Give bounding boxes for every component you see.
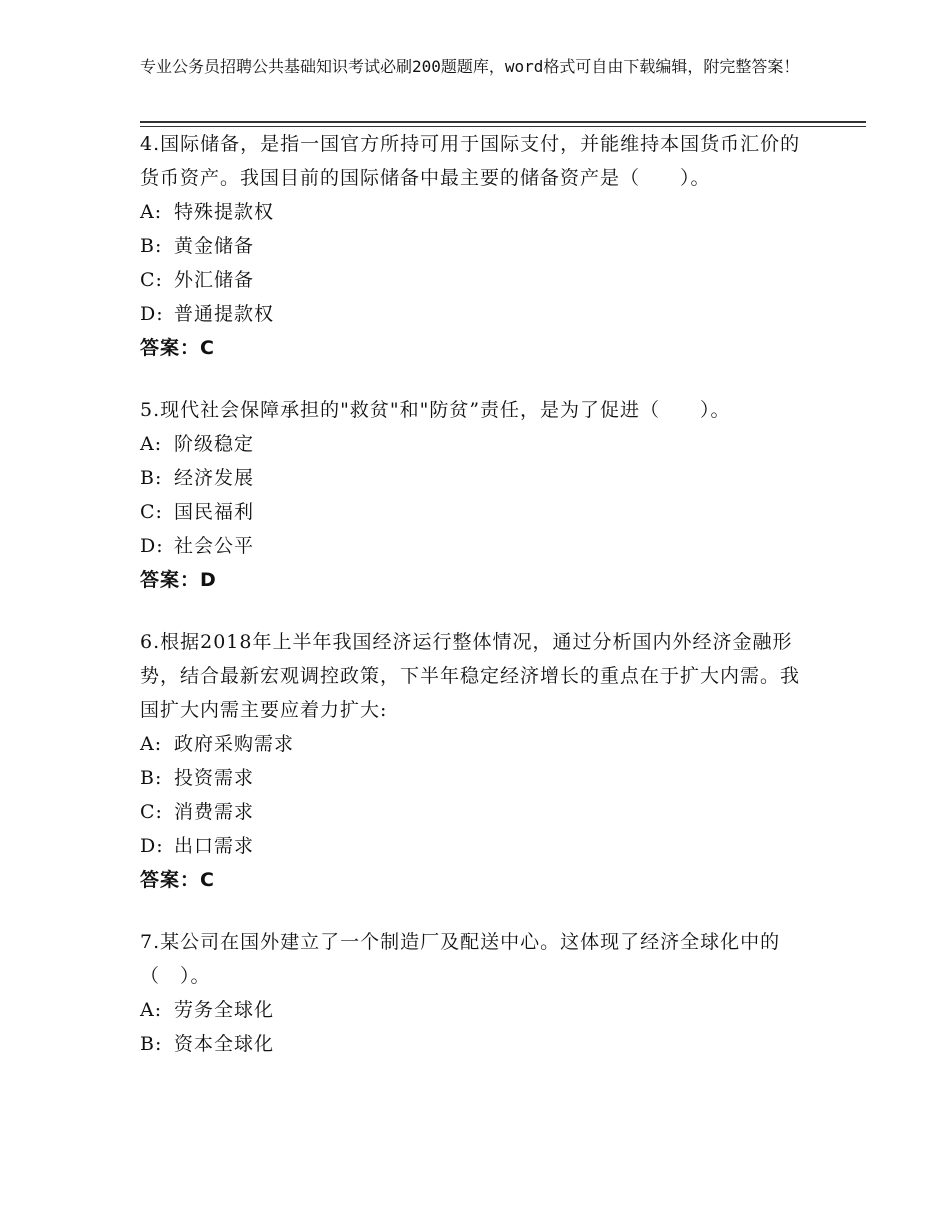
question-stem: 5.现代社会保障承担的"救贫"和"防贫”责任，是为了促进（ ）。 [140, 399, 731, 421]
option-text: 消费需求 [174, 801, 255, 823]
option-label: B: [140, 467, 163, 489]
option-label: A: [140, 999, 163, 1021]
option-b [140, 229, 840, 263]
option-d [140, 829, 840, 863]
option-text: 政府采购需求 [174, 733, 295, 755]
option-label: D: [140, 535, 164, 557]
option-b [140, 761, 840, 795]
option-text: 出口需求 [174, 835, 255, 857]
option-text: 外汇储备 [174, 269, 255, 291]
page-header: 专业公务员招聘公共基础知识考试必刷200题题库，word格式可自由下载编辑，附完整答案！ [140, 57, 800, 76]
question-stem: 7.某公司在国外建立了一个制造厂及配送中心。这体现了经济全球化中的（ ）。 [140, 931, 781, 987]
question-list [140, 127, 840, 1089]
option-label: B: [140, 235, 163, 257]
question-7 [140, 925, 840, 1061]
option-text: 阶级稳定 [174, 433, 255, 455]
option-text: 黄金储备 [174, 235, 255, 257]
option-text: 特殊提款权 [174, 201, 275, 223]
question-5 [140, 393, 840, 597]
option-c [140, 795, 840, 829]
answer-line: 答案：D [140, 569, 217, 591]
option-b [140, 461, 840, 495]
option-label: C: [140, 801, 163, 823]
option-c [140, 263, 840, 297]
option-label: C: [140, 501, 163, 523]
option-text: 投资需求 [174, 767, 255, 789]
option-label: A: [140, 201, 163, 223]
header-rule-thick [140, 121, 866, 123]
option-b [140, 1027, 840, 1061]
option-text: 资本全球化 [174, 1033, 275, 1055]
option-text: 劳务全球化 [174, 999, 275, 1021]
option-text: 社会公平 [174, 535, 255, 557]
question-stem: 4.国际储备，是指一国官方所持可用于国际支付，并能维持本国货币汇价的货币资产。我国目前的国际储备中最主要的储备资产是（ ）。 [140, 133, 801, 189]
option-text: 经济发展 [174, 467, 255, 489]
option-label: D: [140, 303, 164, 325]
option-d [140, 529, 840, 563]
option-a [140, 727, 840, 761]
option-c [140, 495, 840, 529]
question-stem: 6.根据2018年上半年我国经济运行整体情况，通过分析国内外经济金融形势，结合最新宏观调控政策，下半年稳定经济增长的重点在于扩大内需。我国扩大内需主要应着力扩大: [140, 631, 801, 721]
option-text: 普通提款权 [174, 303, 275, 325]
option-text: 国民福利 [174, 501, 255, 523]
option-a [140, 993, 840, 1027]
option-label: D: [140, 835, 164, 857]
option-label: B: [140, 767, 163, 789]
option-label: A: [140, 733, 163, 755]
option-a [140, 427, 840, 461]
question-4 [140, 127, 840, 365]
option-d [140, 297, 840, 331]
option-label: B: [140, 1033, 163, 1055]
option-a [140, 195, 840, 229]
question-6 [140, 625, 840, 897]
option-label: A: [140, 433, 163, 455]
answer-line: 答案：C [140, 337, 215, 359]
option-label: C: [140, 269, 163, 291]
answer-line: 答案：C [140, 869, 215, 891]
